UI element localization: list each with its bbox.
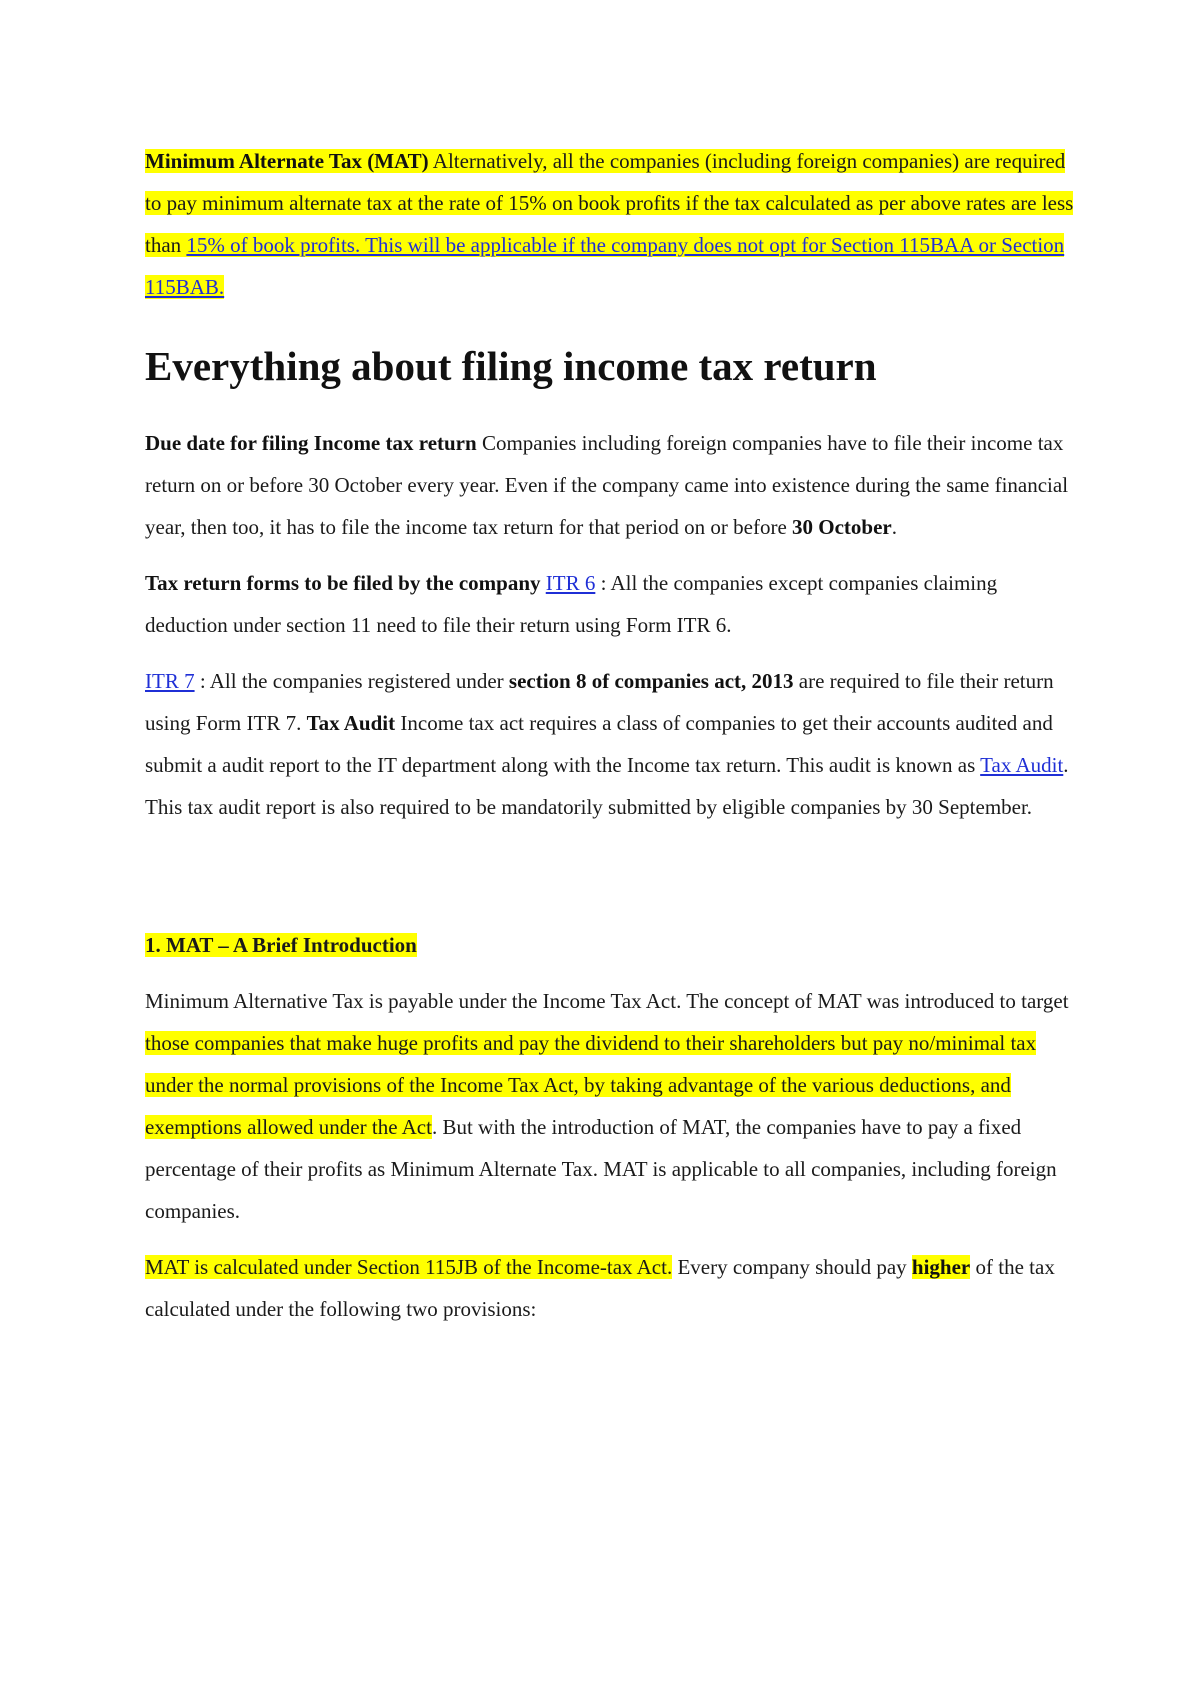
itr7-paragraph: [145, 660, 1075, 828]
itr7-link[interactable]: ITR 7: [145, 669, 195, 693]
due-date-bold: 30 October: [792, 515, 892, 539]
mat-intro-text: Alternatively, all the companies (including foreign companies) are required to pay minimum alternate tax at the rate of 15% on book profits if the tax calculated as per above rates are less than: [145, 149, 1074, 257]
section1-text: Minimum Alternative Tax is payable under the Income Tax Act. The concept of MAT was introduced to target: [145, 989, 1069, 1013]
due-date-paragraph: [145, 422, 1075, 548]
document-page: [145, 140, 1075, 1330]
section1-heading: 1. MAT – A Brief Introduction: [145, 933, 417, 957]
tax-audit-title: Tax Audit: [306, 711, 396, 735]
page-heading: Everything about filing income tax return: [145, 343, 877, 389]
section1-text-2: . But with the introduction of MAT, the companies have to pay a fixed percentage of their profits as Minimum Alternate Tax. MAT is applicable to all companies, including foreign companies.: [145, 1115, 1057, 1223]
section115-text: Every company should pay: [672, 1255, 912, 1279]
section1-highlight: those companies that make huge profits and pay the dividend to their shareholders but pay no/minimal tax under the normal provisions of the Income Tax Act, by taking advantage of the various deductions, and exemptions allowed under the Act: [145, 1031, 1037, 1139]
section8-bold: section 8 of companies act, 2013: [508, 669, 794, 693]
mat-intro-paragraph: [145, 140, 1075, 308]
forms-paragraph: [145, 562, 1075, 646]
tax-audit-text: Income tax act requires a class of companies to get their accounts audited and submit a audit report to the IT department along with the Income tax return. This audit is known as: [145, 711, 1053, 777]
due-date-end: .: [891, 515, 898, 539]
section115-highlight: MAT is calculated under Section 115JB of the Income-tax Act.: [145, 1255, 673, 1279]
section115-text-2: of the tax calculated under the following two provisions:: [145, 1255, 1055, 1321]
itr7-text-2: are required to file their return using Form ITR 7.: [145, 669, 1054, 735]
section1-paragraph: [145, 980, 1075, 1232]
forms-title: Tax return forms to be filed by the company: [145, 571, 541, 595]
itr6-link[interactable]: ITR 6: [545, 571, 596, 595]
tax-audit-end: . This tax audit report is also required to be mandatorily submitted by eligible companies by 30 September.: [145, 753, 1069, 819]
section115-paragraph: [145, 1246, 1075, 1330]
itr7-text: : All the companies registered under: [194, 669, 509, 693]
tax-audit-link[interactable]: Tax Audit: [980, 753, 1064, 777]
higher-bold: higher: [911, 1255, 971, 1279]
book-profits-link[interactable]: 15% of book profits. This will be applicable if the company does not opt for Section 115BAA or Section 115BAB.: [145, 233, 1065, 299]
due-date-text: Companies including foreign companies have to file their income tax return on or before 30 October every year. Even if the company came into existence during the same financial year, then too, it has to file the income tax return for that period on or before: [145, 431, 1069, 539]
mat-title: Minimum Alternate Tax (MAT): [145, 149, 429, 173]
due-date-title: Due date for filing Income tax return: [145, 431, 477, 455]
itr6-text: : All the companies except companies claiming deduction under section 11 need to file their return using Form ITR 6.: [145, 571, 998, 637]
